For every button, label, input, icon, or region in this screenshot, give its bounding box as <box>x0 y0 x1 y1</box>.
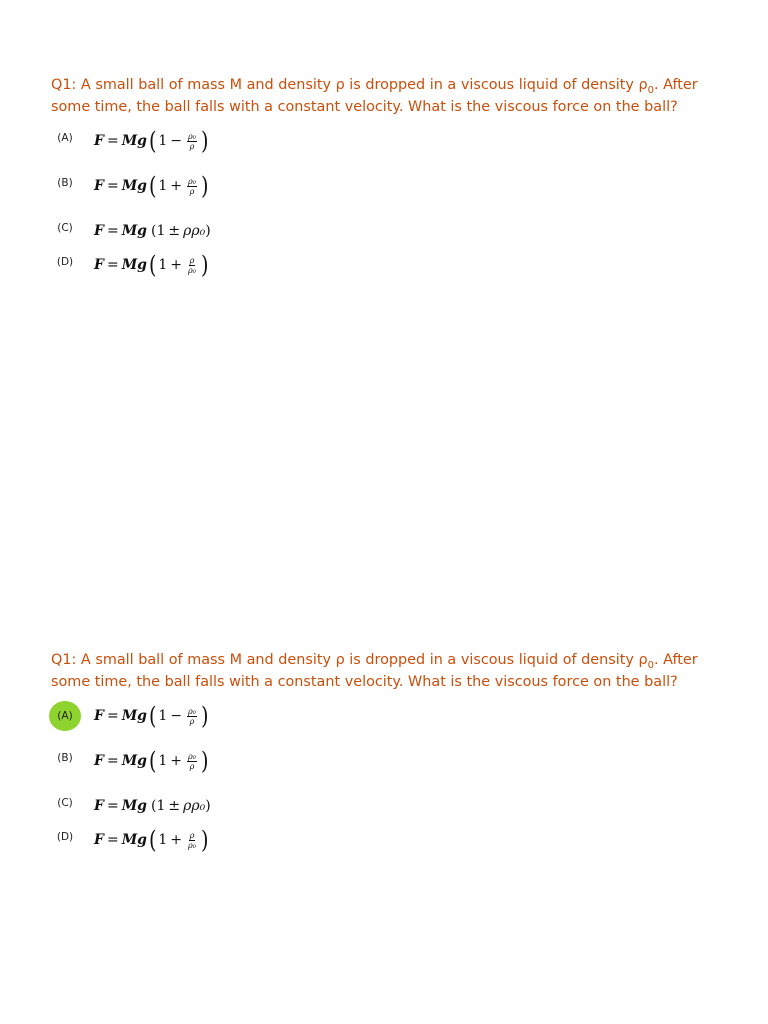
option-a[interactable] <box>48 127 448 166</box>
formula-inline-term: ρρ₀ <box>183 798 206 814</box>
formula <box>94 703 210 729</box>
question-text-part: . After some time, the ball falls with a constant velocity. What is the viscous force on the ball? <box>51 652 698 690</box>
formula-mg: Mg <box>121 753 147 769</box>
formula <box>94 128 210 154</box>
formula-fraction <box>187 256 197 275</box>
question-text <box>51 649 731 693</box>
formula-lhs: F <box>94 798 104 814</box>
formula-paren-open: ( <box>148 251 157 279</box>
formula-equals: = <box>106 178 119 194</box>
formula-fraction <box>187 132 197 151</box>
question-text-part: . After some time, the ball falls with a constant velocity. What is the viscous force on the ball? <box>51 77 698 115</box>
formula-operator: + <box>170 832 183 848</box>
formula-lhs: F <box>94 257 104 273</box>
formula-equals: = <box>106 223 119 239</box>
fraction-numerator: ρ₀ <box>188 751 196 761</box>
formula-equals: = <box>106 798 119 814</box>
option-letter: (A) <box>57 132 73 144</box>
question-text-part: Q1: A small ball of mass M and density ρ is dropped in a viscous liquid of density ρ <box>51 652 648 668</box>
formula-lhs: F <box>94 753 104 769</box>
formula-mg: Mg <box>121 798 147 814</box>
option-c[interactable] <box>48 795 448 831</box>
fraction-denominator: ρ <box>189 141 195 151</box>
formula-lhs: F <box>94 133 104 149</box>
fraction-numerator: ρ <box>189 830 195 840</box>
formula-paren-close: ) <box>200 251 209 279</box>
formula-one: 1 <box>158 178 168 194</box>
formula-fraction <box>187 707 197 726</box>
formula-one: 1 <box>156 798 166 814</box>
option-letter: (C) <box>57 797 73 809</box>
option-letter: (C) <box>57 222 73 234</box>
formula-paren-open: ( <box>148 747 157 775</box>
option-letter: (D) <box>56 831 74 843</box>
formula-fraction <box>187 831 197 850</box>
fraction-numerator: ρ₀ <box>188 176 196 186</box>
option-d[interactable] <box>48 826 448 865</box>
formula-paren-open: ( <box>148 826 157 854</box>
formula-operator: ± <box>168 798 181 814</box>
formula-one: 1 <box>158 832 168 848</box>
option-d[interactable] <box>48 251 448 290</box>
formula-paren-close: ) <box>200 702 209 730</box>
option-letter: (B) <box>57 177 73 189</box>
option-a[interactable] <box>48 702 448 741</box>
formula-mg: Mg <box>121 708 147 724</box>
formula-paren-open: ( <box>150 223 157 239</box>
formula-equals: = <box>106 133 119 149</box>
formula <box>94 173 210 199</box>
formula <box>94 748 210 774</box>
formula <box>94 218 211 244</box>
fraction-denominator: ρ <box>189 716 195 726</box>
option-letter: (D) <box>56 256 74 268</box>
formula-paren-close: ) <box>200 747 209 775</box>
formula-equals: = <box>106 832 119 848</box>
fraction-denominator: ρ <box>189 761 195 771</box>
formula-operator: + <box>170 257 183 273</box>
option-b[interactable] <box>48 172 448 211</box>
formula <box>94 793 211 819</box>
formula-operator: − <box>170 133 183 149</box>
formula-mg: Mg <box>121 178 147 194</box>
formula-one: 1 <box>158 753 168 769</box>
fraction-denominator: ρ₀ <box>188 265 196 275</box>
formula-fraction <box>187 752 197 771</box>
formula-operator: + <box>170 753 183 769</box>
formula-mg: Mg <box>121 133 147 149</box>
formula-equals: = <box>106 708 119 724</box>
formula-equals: = <box>106 753 119 769</box>
formula-paren-close: ) <box>200 826 209 854</box>
formula-lhs: F <box>94 178 104 194</box>
fraction-numerator: ρ₀ <box>188 131 196 141</box>
option-letter: (B) <box>57 752 73 764</box>
formula-paren-open: ( <box>148 127 157 155</box>
formula-mg: Mg <box>121 832 147 848</box>
formula-inline-term: ρρ₀ <box>183 223 206 239</box>
fraction-denominator: ρ₀ <box>188 840 196 850</box>
formula-operator: + <box>170 178 183 194</box>
formula-paren-open: ( <box>148 172 157 200</box>
formula <box>94 252 210 278</box>
option-letter-selected: (A) <box>49 701 81 731</box>
option-c[interactable] <box>48 220 448 256</box>
formula-equals: = <box>106 257 119 273</box>
formula-lhs: F <box>94 832 104 848</box>
formula-paren-close: ) <box>205 798 211 814</box>
formula-operator: − <box>170 708 183 724</box>
question-text <box>51 74 731 118</box>
formula-paren-close: ) <box>200 172 209 200</box>
fraction-numerator: ρ <box>189 255 195 265</box>
formula-fraction <box>187 177 197 196</box>
formula-mg: Mg <box>121 257 147 273</box>
formula-paren-open: ( <box>148 702 157 730</box>
formula-paren-close: ) <box>205 223 211 239</box>
question-text-part: Q1: A small ball of mass M and density ρ is dropped in a viscous liquid of density ρ <box>51 77 648 93</box>
formula-one: 1 <box>158 133 168 149</box>
formula-lhs: F <box>94 708 104 724</box>
option-b[interactable] <box>48 747 448 786</box>
fraction-denominator: ρ <box>189 186 195 196</box>
formula <box>94 827 210 853</box>
formula-lhs: F <box>94 223 104 239</box>
formula-paren-close: ) <box>200 127 209 155</box>
formula-paren-open: ( <box>150 798 157 814</box>
formula-one: 1 <box>158 708 168 724</box>
formula-one: 1 <box>156 223 166 239</box>
formula-mg: Mg <box>121 223 147 239</box>
formula-operator: ± <box>168 223 181 239</box>
density-subscript: 0 <box>647 659 654 671</box>
fraction-numerator: ρ₀ <box>188 706 196 716</box>
formula-one: 1 <box>158 257 168 273</box>
density-subscript: 0 <box>647 84 654 96</box>
